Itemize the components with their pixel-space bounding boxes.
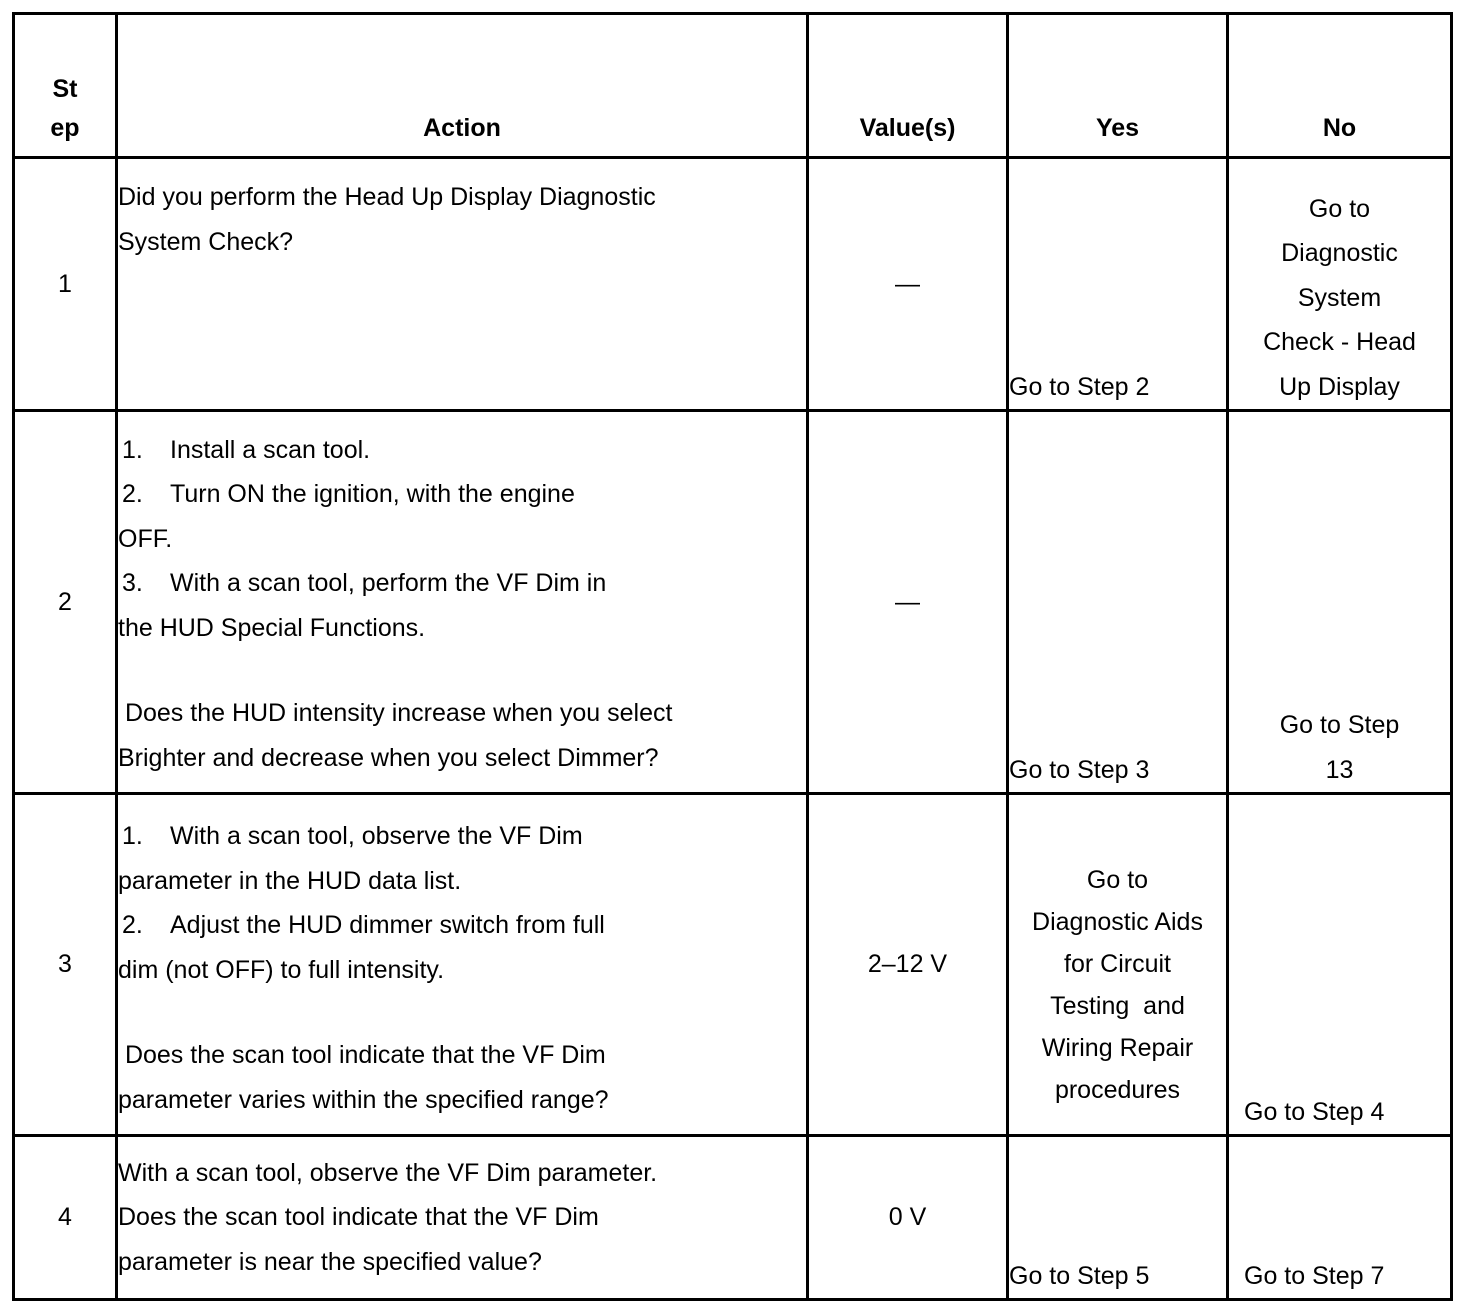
action-line: Does the scan tool indicate that the VF Dim (118, 1203, 599, 1232)
yes-line: procedures (1054, 1075, 1181, 1104)
no-line: 13 (1325, 755, 1354, 784)
value-cell: 0 V (808, 1136, 1008, 1300)
step-number: 2 (14, 411, 117, 794)
action-cell (117, 794, 808, 1136)
action-line: Did you perform the Head Up Display Diagnostic (118, 183, 656, 211)
no-line: Check - Head (1263, 328, 1416, 356)
no-cell (1228, 411, 1452, 794)
question-line: Brighter and decrease when you select Dimmer? (118, 743, 659, 772)
yes-cell: Go to Step 2 (1008, 158, 1228, 411)
header-no: No (1228, 14, 1452, 158)
no-line: Go to Step (1279, 711, 1400, 739)
header-yes: Yes (1008, 14, 1228, 158)
yes-line: Testing and (1050, 991, 1185, 1020)
header-values: Value(s) (808, 14, 1008, 158)
table-row (14, 1136, 1452, 1300)
action-line: System Check? (118, 227, 294, 256)
yes-cell: Go to Step 5 (1008, 1136, 1228, 1300)
table-row (14, 411, 1452, 794)
header-step (14, 14, 117, 158)
step-number: 4 (14, 1136, 117, 1300)
question-line: Does the scan tool indicate that the VF Dim (118, 1041, 606, 1069)
action-cell (117, 158, 808, 411)
no-cell: Go to Step 4 (1228, 794, 1452, 1136)
value-cell: 2–12 V (808, 794, 1008, 1136)
table-row (14, 794, 1452, 1136)
no-line: Go to (1308, 194, 1371, 223)
yes-cell (1008, 794, 1228, 1136)
action-cell (117, 1136, 808, 1300)
step-number: 3 (14, 794, 117, 1136)
header-step-line1: St (52, 75, 78, 103)
instruction-continuation: dim (not OFF) to full intensity. (118, 955, 445, 984)
instruction-item: 2. Turn ON the ignition, with the engine (122, 480, 575, 508)
value-cell: — (808, 411, 1008, 794)
value-cell: — (808, 158, 1008, 411)
instruction-item: 1. Install a scan tool. (122, 435, 371, 464)
action-cell (117, 411, 808, 794)
no-cell (1228, 158, 1452, 411)
instruction-continuation: parameter in the HUD data list. (118, 866, 462, 895)
header-step-line2: ep (50, 114, 80, 142)
question-line: parameter varies within the specified range? (118, 1085, 609, 1114)
yes-cell: Go to Step 3 (1008, 411, 1228, 794)
question-line: Does the HUD intensity increase when you select (118, 699, 673, 727)
no-line: Up Display (1279, 372, 1400, 401)
no-line: Diagnostic (1281, 239, 1398, 267)
header-row (14, 14, 1452, 158)
action-line: parameter is near the specified value? (118, 1247, 542, 1276)
diagnostic-table (12, 12, 1453, 1301)
header-action: Action (117, 14, 808, 158)
no-cell: Go to Step 7 (1228, 1136, 1452, 1300)
instruction-item: 2. Adjust the HUD dimmer switch from full (122, 911, 605, 939)
instruction-continuation: the HUD Special Functions. (118, 613, 426, 642)
yes-line: Wiring Repair (1041, 1033, 1194, 1062)
table-row (14, 158, 1452, 411)
instruction-continuation: OFF. (118, 524, 173, 553)
yes-line: Go to (1086, 865, 1149, 894)
action-line: With a scan tool, observe the VF Dim parameter. (118, 1158, 658, 1187)
instruction-item: 1. With a scan tool, observe the VF Dim (122, 822, 583, 850)
step-number: 1 (14, 158, 117, 411)
no-line: System (1297, 283, 1382, 312)
yes-line: for Circuit (1064, 949, 1171, 978)
yes-line: Diagnostic Aids (1032, 907, 1203, 936)
instruction-item: 3. With a scan tool, perform the VF Dim in (122, 569, 607, 597)
